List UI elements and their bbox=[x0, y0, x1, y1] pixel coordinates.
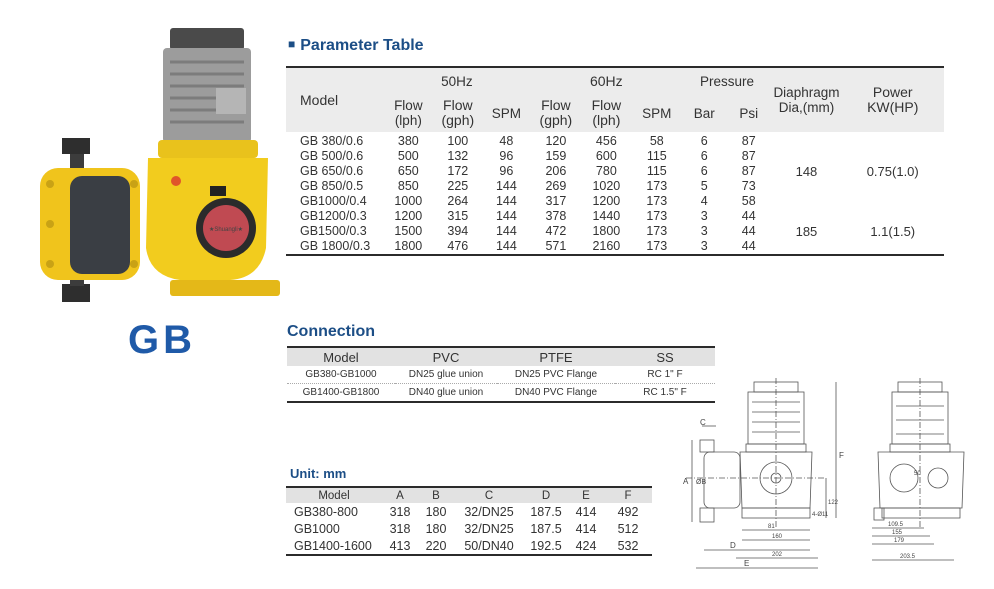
cell-value: 6 bbox=[700, 149, 708, 163]
gearbox-flange bbox=[158, 140, 258, 158]
header-power bbox=[841, 67, 944, 132]
cell-value: 96 bbox=[499, 149, 514, 163]
cell-value: 187.5 bbox=[530, 521, 562, 536]
cell-value: 220 bbox=[425, 538, 447, 553]
cell-value: 315 bbox=[447, 209, 469, 223]
cell-value: 50/DN40 bbox=[464, 538, 514, 553]
dim-label-81: 81 bbox=[768, 524, 775, 530]
header-50hz-spm: SPM bbox=[483, 94, 531, 132]
cell-value: 424 bbox=[575, 538, 597, 553]
dim-label-109-5: 109.5 bbox=[888, 522, 904, 528]
parameter-table-title bbox=[288, 37, 424, 55]
cell-value: 318 bbox=[389, 504, 411, 519]
pump-base bbox=[170, 280, 280, 296]
cell-value: DN40 glue union bbox=[408, 387, 484, 398]
cell-value: 87 bbox=[741, 149, 756, 163]
cell-value: 3 bbox=[700, 209, 708, 223]
header-60hz-flow-lph bbox=[582, 94, 631, 132]
dim-label-b: ØB bbox=[696, 479, 707, 486]
cell-value: 58 bbox=[649, 134, 664, 148]
cell-value: 850 bbox=[397, 179, 419, 193]
parameter-table-container bbox=[286, 66, 944, 256]
dimension-table bbox=[286, 486, 652, 556]
cell-value: 180 bbox=[425, 504, 447, 519]
cell-value: 413 bbox=[389, 538, 411, 553]
diaphragm-housing bbox=[70, 176, 130, 274]
cell-value: 414 bbox=[575, 521, 597, 536]
header-50hz-flow-lph bbox=[384, 94, 433, 132]
header-model: Model bbox=[286, 67, 384, 132]
header-diaphragm bbox=[771, 67, 841, 132]
connection-table bbox=[287, 346, 715, 403]
header-flow-label: Flow bbox=[591, 97, 622, 113]
cell-value: 378 bbox=[545, 209, 567, 223]
table-row bbox=[286, 520, 652, 537]
cell-value: 472 bbox=[545, 224, 567, 238]
cell-value: 600 bbox=[595, 149, 617, 163]
cell-model: GB380-800 bbox=[294, 504, 358, 519]
cell-value: 225 bbox=[447, 179, 469, 193]
side-view-drawing bbox=[864, 378, 978, 574]
header-power-line2: KW(HP) bbox=[867, 99, 919, 115]
parameter-table bbox=[286, 66, 944, 256]
product-series-label: GB bbox=[128, 318, 196, 362]
cell-value: 144 bbox=[495, 179, 517, 193]
front-view-drawing bbox=[656, 378, 856, 574]
cell-model: GB 1800/0.3 bbox=[300, 239, 371, 253]
header-power-line1: Power bbox=[872, 84, 913, 100]
header-50hz: 50Hz bbox=[384, 67, 531, 94]
dim-label-202: 202 bbox=[772, 552, 783, 558]
cell-value: 32/DN25 bbox=[464, 504, 514, 519]
conn-header-ss: SS bbox=[615, 347, 715, 366]
cell-model: GB 650/0.6 bbox=[300, 164, 364, 178]
conn-header-pvc: PVC bbox=[395, 347, 497, 366]
table-row bbox=[286, 537, 652, 555]
header-gph-unit: (gph) bbox=[441, 112, 475, 128]
unit-header-a: A bbox=[382, 487, 418, 503]
cell-value: 58 bbox=[741, 194, 756, 208]
cell-value: 1500 bbox=[394, 224, 423, 238]
cell-value: 87 bbox=[741, 164, 756, 178]
header-diaphragm-line2: Dia,(mm) bbox=[778, 100, 835, 115]
cell-value: 6 bbox=[700, 164, 708, 178]
cell-value: 264 bbox=[447, 194, 469, 208]
unit-header-f: F bbox=[604, 487, 652, 503]
cell-value: 87 bbox=[741, 134, 756, 148]
unit-header-d: D bbox=[524, 487, 568, 503]
cell-model: GB1500/0.3 bbox=[300, 224, 367, 238]
cell-diaphragm: 185 bbox=[795, 224, 818, 239]
header-bar: Bar bbox=[682, 94, 726, 132]
connection-title: Connection bbox=[287, 323, 375, 340]
cell-value: 414 bbox=[575, 504, 597, 519]
cell-value: 1020 bbox=[592, 179, 621, 193]
cell-value: 32/DN25 bbox=[464, 521, 514, 536]
cell-value: RC 1" F bbox=[615, 366, 715, 384]
conn-header-model: Model bbox=[287, 347, 395, 366]
cell-value: 1800 bbox=[592, 224, 621, 238]
cell-value: 120 bbox=[545, 134, 567, 148]
table-row bbox=[287, 366, 715, 384]
cell-value: 144 bbox=[495, 194, 517, 208]
dim-label-155: 155 bbox=[892, 530, 903, 536]
pump-product-image bbox=[30, 18, 280, 328]
cell-value: 2160 bbox=[592, 239, 621, 253]
unit-title: Unit: mm bbox=[290, 466, 347, 481]
cell-value: 3 bbox=[700, 224, 708, 238]
pump-illustration bbox=[30, 18, 280, 328]
cell-value: 500 bbox=[397, 149, 419, 163]
unit-header-c: C bbox=[454, 487, 524, 503]
cell-value: 1800 bbox=[394, 239, 423, 253]
cell-value: 206 bbox=[545, 164, 567, 178]
cell-value: 187.5 bbox=[530, 504, 562, 519]
cell-value: 100 bbox=[447, 134, 469, 148]
cell-value: 492 bbox=[617, 504, 639, 519]
cell-value: 173 bbox=[646, 239, 668, 253]
header-flow-label: Flow bbox=[541, 97, 571, 113]
cell-value: 132 bbox=[447, 149, 469, 163]
cell-value: 173 bbox=[646, 209, 668, 223]
unit-header-e: E bbox=[568, 487, 604, 503]
header-gph-unit: (gph) bbox=[539, 112, 573, 128]
cell-model: GB1200/0.3 bbox=[300, 209, 367, 223]
header-60hz-spm: SPM bbox=[631, 94, 682, 132]
cell-model: GB1400-1600 bbox=[294, 538, 372, 553]
cell-value: 269 bbox=[545, 179, 567, 193]
dim-label-50: 50 bbox=[914, 471, 921, 477]
dim-label-160: 160 bbox=[772, 534, 783, 540]
header-diaphragm-line1: Diaphragm bbox=[773, 85, 840, 100]
cell-value: 44 bbox=[741, 224, 756, 238]
cell-value: 144 bbox=[495, 239, 517, 253]
cell-power: 1.1(1.5) bbox=[870, 224, 916, 239]
parameter-table-title-text: Parameter Table bbox=[300, 37, 424, 54]
header-flow-label: Flow bbox=[394, 98, 423, 113]
cell-model: GB1400-GB1800 bbox=[302, 387, 380, 398]
connection-table-container bbox=[287, 346, 715, 403]
cell-value: 6 bbox=[700, 134, 708, 148]
cell-value: 144 bbox=[495, 209, 517, 223]
cell-value: DN40 PVC Flange bbox=[514, 387, 598, 398]
cell-value: 780 bbox=[595, 164, 617, 178]
cell-value: DN25 glue union bbox=[395, 366, 497, 384]
cell-value: 3 bbox=[700, 239, 708, 253]
cell-value: 73 bbox=[741, 179, 756, 193]
cell-value: 144 bbox=[495, 224, 517, 238]
cell-value: 173 bbox=[646, 194, 668, 208]
table-row bbox=[286, 503, 652, 520]
cell-power: 0.75(1.0) bbox=[866, 164, 919, 179]
cell-value: 318 bbox=[389, 521, 411, 536]
cell-value: 48 bbox=[499, 134, 514, 148]
dim-label-d: D bbox=[730, 541, 736, 550]
dim-label-a: A bbox=[683, 477, 689, 486]
cell-value: 192.5 bbox=[530, 538, 562, 553]
table-row bbox=[286, 209, 944, 224]
cell-value: 1200 bbox=[394, 209, 423, 223]
cell-value: 44 bbox=[741, 239, 756, 253]
dim-label-holes: 4-Ø11 bbox=[812, 512, 829, 518]
unit-header-model: Model bbox=[286, 487, 382, 503]
cell-value: 173 bbox=[646, 224, 668, 238]
cell-value: 1200 bbox=[592, 194, 621, 208]
table-row bbox=[286, 132, 944, 149]
cell-value: 180 bbox=[425, 521, 447, 536]
cell-diaphragm: 148 bbox=[795, 164, 818, 179]
header-50hz-flow-gph bbox=[433, 94, 483, 132]
cell-value: DN25 PVC Flange bbox=[497, 366, 615, 384]
cell-model: GB 850/0.5 bbox=[300, 179, 364, 193]
conn-header-ptfe: PTFE bbox=[497, 347, 615, 366]
dim-label-e: E bbox=[744, 559, 750, 568]
cell-value: 115 bbox=[646, 149, 667, 163]
dim-label-c: C bbox=[700, 418, 706, 427]
cell-model: GB380-GB1000 bbox=[287, 366, 395, 384]
cell-value: 650 bbox=[397, 164, 419, 178]
dim-label-f: F bbox=[839, 451, 844, 460]
dim-label-203-5: 203.5 bbox=[900, 554, 916, 560]
cell-value: 512 bbox=[617, 521, 639, 536]
header-psi: Psi bbox=[726, 94, 771, 132]
unit-header-b: B bbox=[418, 487, 454, 503]
cell-model: GB1000 bbox=[294, 521, 340, 536]
header-lph-unit: (lph) bbox=[394, 113, 422, 128]
cell-value: 456 bbox=[595, 134, 617, 148]
header-lph-unit: (lph) bbox=[592, 112, 621, 128]
cell-value: 380 bbox=[397, 134, 419, 148]
oil-plug bbox=[171, 176, 181, 186]
dim-label-122: 122 bbox=[828, 500, 839, 506]
cell-model: GB 380/0.6 bbox=[300, 134, 364, 148]
header-60hz-flow-gph bbox=[530, 94, 582, 132]
cell-value: 571 bbox=[545, 239, 567, 253]
cell-value: 317 bbox=[545, 194, 567, 208]
header-flow-label: Flow bbox=[443, 97, 473, 113]
motor-junction-box bbox=[216, 88, 246, 114]
motor-fan-cover bbox=[170, 28, 244, 50]
unit-table-container bbox=[286, 486, 652, 556]
cell-model: GB 500/0.6 bbox=[300, 149, 364, 163]
dim-label-179: 179 bbox=[894, 538, 905, 544]
cell-value: 115 bbox=[646, 164, 667, 178]
inlet-connector bbox=[62, 138, 90, 154]
cell-value: 44 bbox=[741, 209, 756, 223]
cell-value: 532 bbox=[617, 538, 639, 553]
square-bullet-icon: ■ bbox=[288, 37, 296, 51]
cell-value: 159 bbox=[545, 149, 567, 163]
outlet-connector bbox=[62, 284, 90, 302]
header-pressure: Pressure bbox=[682, 67, 771, 94]
cell-value: 173 bbox=[646, 179, 668, 193]
cell-value: 5 bbox=[700, 179, 708, 193]
cell-value: 172 bbox=[447, 164, 469, 178]
cell-value: 394 bbox=[447, 224, 469, 238]
cell-value: 476 bbox=[447, 239, 469, 253]
cell-value: RC 1.5" F bbox=[643, 387, 687, 398]
header-60hz: 60Hz bbox=[530, 67, 682, 94]
cell-value: 4 bbox=[700, 194, 708, 208]
pump-badge-text: ★Shuangli★ bbox=[208, 227, 244, 233]
cell-value: 1440 bbox=[592, 209, 621, 223]
table-row bbox=[287, 384, 715, 403]
cell-value: 96 bbox=[499, 164, 514, 178]
cell-value: 1000 bbox=[394, 194, 423, 208]
cell-model: GB1000/0.4 bbox=[300, 194, 367, 208]
